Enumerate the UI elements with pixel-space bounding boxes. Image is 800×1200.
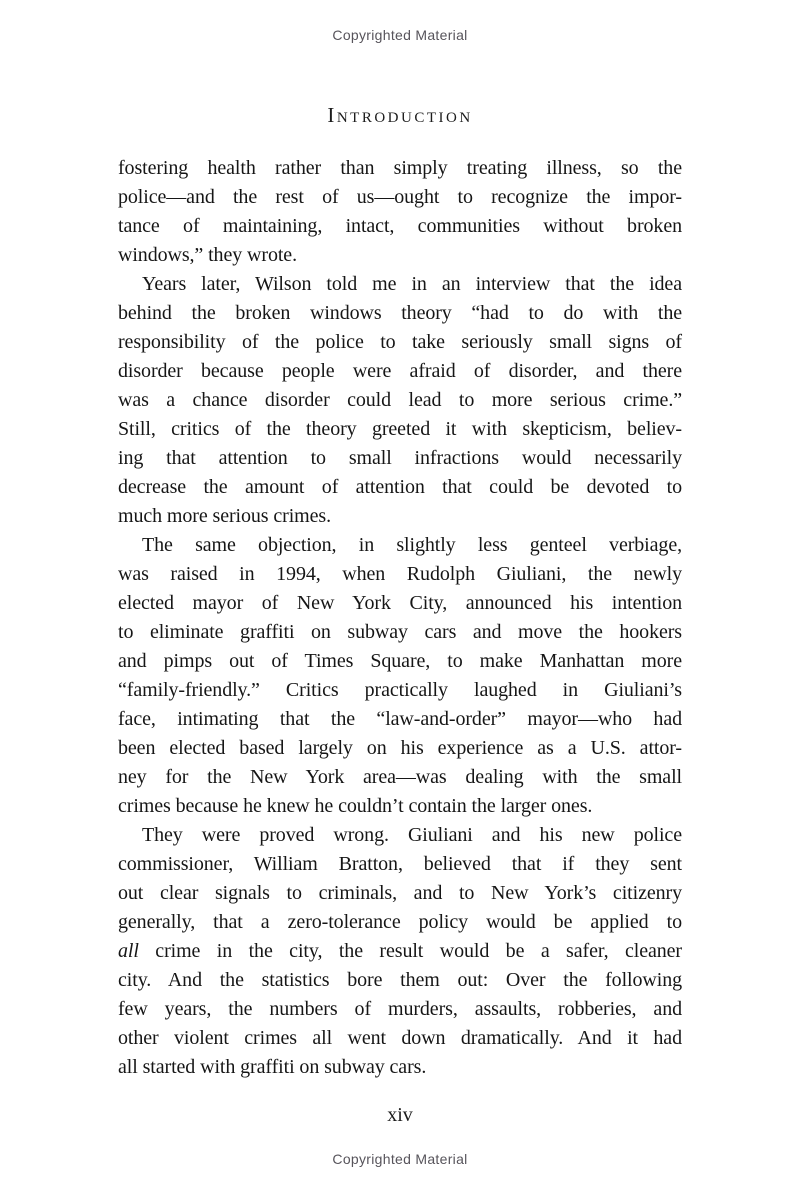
italic-text: all [118,940,139,962]
text-line [118,821,682,850]
text-segment: fostering health rather than simply treating illness, so the [118,157,682,179]
text-segment: and pimps out of Times Square, to make Manhattan more [118,650,682,672]
text-line [118,705,682,734]
text-segment: ney for the New York area—was dealing with the small [118,766,682,788]
text-line [118,763,682,792]
text-segment: crimes because he knew he couldn’t contain the larger ones. [118,795,593,817]
text-segment: responsibility of the police to take seriously small signs of [118,331,682,353]
paragraph [118,154,682,270]
text-segment: ing that attention to small infractions would necessarily [118,447,682,469]
paragraph [118,270,682,531]
text-line [118,850,682,879]
text-segment: Still, critics of the theory greeted it with skepticism, believ- [118,418,682,440]
text-line [118,270,682,299]
text-line [118,908,682,937]
text-line [118,792,682,821]
text-segment: been elected based largely on his experience as a U.S. attor- [118,737,682,759]
text-line [118,1053,682,1082]
text-line [118,241,682,270]
text-segment: was a chance disorder could lead to more serious crime.” [118,389,682,411]
text-line [118,415,682,444]
text-line [118,299,682,328]
text-line [118,966,682,995]
text-block [118,154,682,1082]
copyright-notice-top: Copyrighted Material [332,27,468,43]
text-segment: generally, that a zero-tolerance policy would be applied to [118,911,682,933]
text-segment: few years, the numbers of murders, assaults, robberies, and [118,998,682,1020]
text-segment: decrease the amount of attention that could be devoted to [118,476,682,498]
paragraph [118,531,682,821]
text-line [118,154,682,183]
text-segment: disorder because people were afraid of disorder, and there [118,360,682,382]
text-line [118,734,682,763]
text-line [118,560,682,589]
text-segment: The same objection, in slightly less genteel verbiage, [142,534,682,556]
text-line [118,589,682,618]
text-line [118,937,682,966]
text-segment: much more serious crimes. [118,505,331,527]
text-line [118,183,682,212]
text-segment: crime in the city, the result would be a safer, cleaner [138,940,682,962]
text-segment: out clear signals to criminals, and to New York’s citizenry [118,882,682,904]
text-line [118,386,682,415]
text-segment: commissioner, William Bratton, believed that if they sent [118,853,682,875]
text-segment: other violent crimes all went down dramatically. And it had [118,1027,682,1049]
text-segment: face, intimating that the “law-and-order” mayor—who had [118,708,682,730]
chapter-header: Introduction [327,103,473,127]
text-segment: elected mayor of New York City, announced his intention [118,592,682,614]
text-line [118,995,682,1024]
text-segment: tance of maintaining, intact, communities without broken [118,215,682,237]
text-segment: police—and the rest of us—ought to recognize the impor- [118,186,682,208]
text-segment: “family-friendly.” Critics practically laughed in Giuliani’s [118,679,682,701]
text-line [118,473,682,502]
text-line [118,618,682,647]
text-line [118,1024,682,1053]
text-segment: behind the broken windows theory “had to do with the [118,302,682,324]
copyright-notice-bottom: Copyrighted Material [332,1151,468,1167]
text-segment: city. And the statistics bore them out: Over the following [118,969,682,991]
text-line [118,647,682,676]
text-segment: to eliminate graffiti on subway cars and move the hookers [118,621,682,643]
text-line [118,328,682,357]
text-line [118,357,682,386]
text-line [118,879,682,908]
text-line [118,676,682,705]
text-line [118,212,682,241]
paragraph [118,821,682,1082]
text-line [118,531,682,560]
text-segment: windows,” they wrote. [118,244,297,266]
text-segment: They were proved wrong. Giuliani and his new police [142,824,682,846]
page-number: xiv [387,1104,413,1126]
text-segment: was raised in 1994, when Rudolph Giuliani, the newly [118,563,682,585]
text-line [118,444,682,473]
text-segment: all started with graffiti on subway cars. [118,1056,427,1078]
text-line [118,502,682,531]
text-segment: Years later, Wilson told me in an interview that the idea [142,273,682,295]
